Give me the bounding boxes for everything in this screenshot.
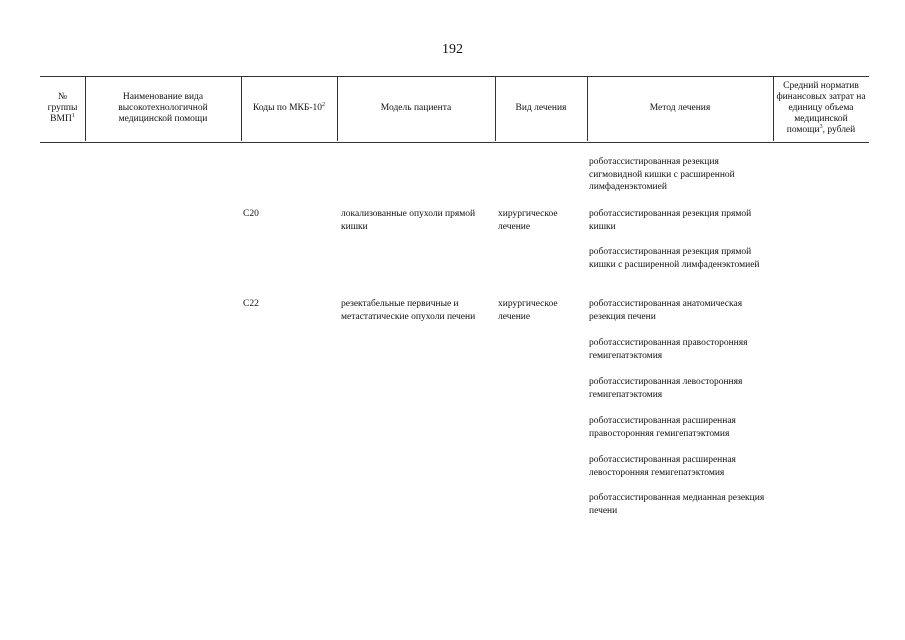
- method-text: роботассистированная правосторонняя гемигепатэктомия: [589, 338, 748, 361]
- header-group-no: № группы ВМП$^1$: [47, 92, 78, 124]
- header-care-type: Наименование вида высокотехнологичной медицинской помощи: [118, 92, 208, 124]
- header-cost-norm: Средний норматив финансовых затрат на единицу объема медицинской помощи$^3$, рублей: [776, 81, 866, 135]
- page-number: 192: [442, 42, 463, 57]
- header-treatment-type: Вид лечения: [515, 103, 567, 113]
- method-text: роботассистированная резекция сигмовидной кишки с расширенной лимфаденэктомией: [589, 157, 735, 192]
- treatment-type-text: хирургическое лечение: [498, 299, 558, 322]
- patient-model-text: локализованные опухоли прямой кишки: [341, 209, 476, 232]
- method-text: роботассистированная левосторонняя гемигепатэктомия: [589, 377, 743, 400]
- header-icd-codes: Коды по МКБ-$10^2$: [252, 101, 326, 113]
- method-text: роботассистированная резекция прямой кишки с расширенной лимфаденэктомией: [589, 247, 760, 270]
- treatment-type-text: хирургическое лечение: [498, 209, 558, 232]
- method-text: роботассистированная расширенная правосторонняя гемигепатэктомия: [589, 416, 736, 439]
- method-text: роботассистированная медианная резекция печени: [589, 493, 765, 516]
- method-text: роботассистированная анатомическая резекция печени: [589, 299, 743, 322]
- icd-code: C22: [243, 299, 259, 309]
- header-patient-model: Модель пациента: [380, 103, 452, 113]
- method-text: роботассистированная расширенная левосторонняя гемигепатэктомия: [589, 455, 736, 478]
- header-treatment-method: Метод лечения: [649, 103, 711, 113]
- method-text: роботассистированная резекция прямой кишки: [589, 209, 752, 232]
- patient-model-text: резектабельные первичные и метастатические опухоли печени: [341, 299, 476, 322]
- icd-code: C20: [243, 209, 259, 219]
